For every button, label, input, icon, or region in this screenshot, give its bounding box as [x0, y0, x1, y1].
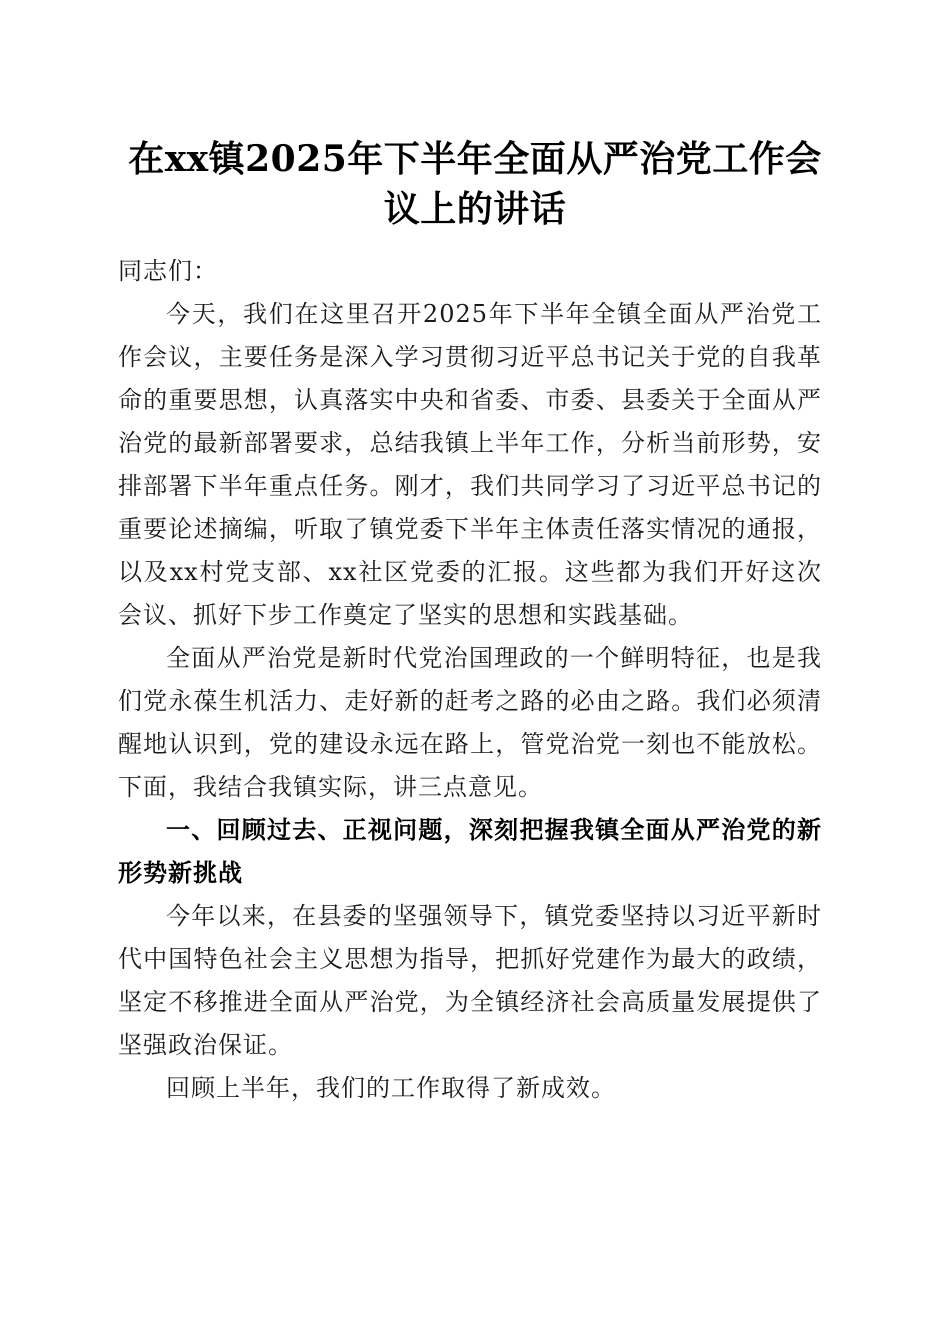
paragraph-opening: 今天，我们在这里召开2025年下半年全镇全面从严治党工作会议，主要任务是深入学习贯彻习近平总书记关于党的自我革命的重要思想，认真落实中央和省委、市委、县委关于全面从严治党的最新部署要求，总结我镇上半年工作，分析当前形势，安排部署下半年重点任务。刚才，我们共同学习了习近平总书记的重要论述摘编，听取了镇党委下半年主体责任落实情况的通报，以及xx村党支部、xx社区党委的汇报。这些都为我们开好这次会议、抓好下步工作奠定了坚实的思想和实践基础。 — [118, 300, 822, 629]
document-body — [118, 250, 822, 1110]
paragraph-achievements: 回顾上半年，我们的工作取得了新成效。 — [166, 1074, 616, 1102]
document-title: 在xx镇2025年下半年全面从严治党工作会议上的讲话 — [128, 138, 822, 230]
section-heading-1: 一、回顾过去、正视问题，深刻把握我镇全面从严治党的新形势新挑战 — [118, 816, 822, 887]
salutation: 同志们： — [118, 257, 218, 285]
paragraph-review: 今年以来，在县委的坚强领导下，镇党委坚持以习近平新时代中国特色社会主义思想为指导，把抓好党建作为最大的政绩，坚定不移推进全面从严治党，为全镇经济社会高质量发展提供了坚强政治保证。 — [118, 902, 822, 1059]
paragraph-significance: 全面从严治党是新时代党治国理政的一个鲜明特征，也是我们党永葆生机活力、走好新的赶考之路的必由之路。我们必须清醒地认识到，党的建设永远在路上，管党治党一刻也不能放松。下面，我结合我镇实际，讲三点意见。 — [118, 644, 822, 801]
